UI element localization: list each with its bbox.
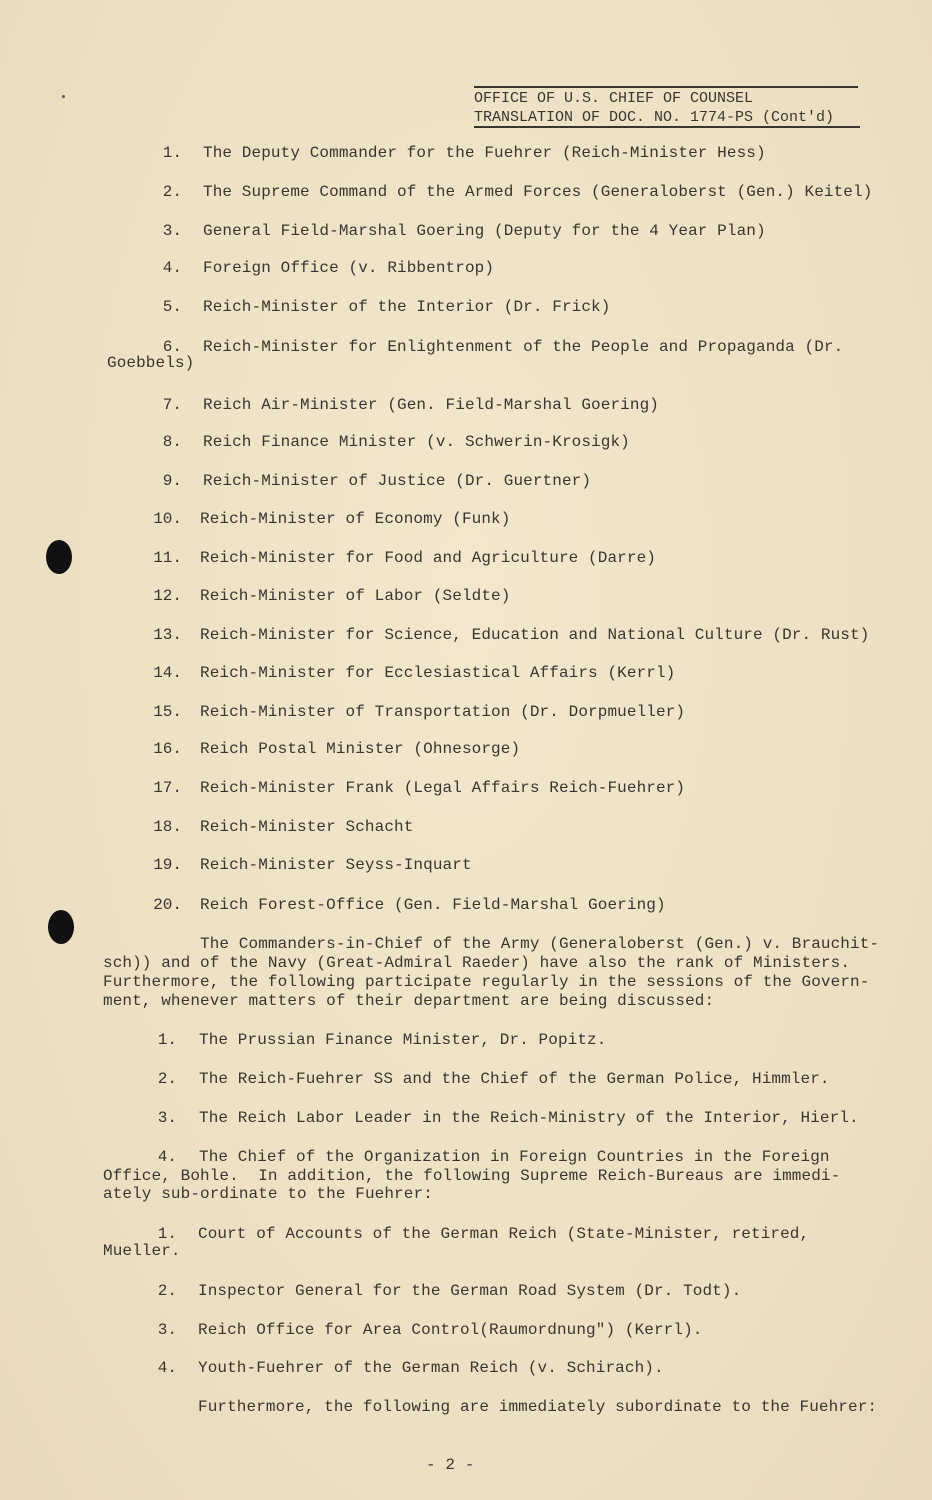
list-item-number: 14. [153, 664, 182, 682]
participant-text: The Prussian Finance Minister, Dr. Popitz. [199, 1031, 607, 1049]
speck [62, 95, 65, 98]
list-item-text: Reich-Minister of Economy (Funk) [200, 510, 511, 528]
list-item-number: 20. [153, 896, 182, 914]
list-item-text: Reich-Minister Schacht [200, 818, 414, 836]
list-item-number: 2. [162, 183, 182, 201]
list-item-text: Reich-Minister Seyss-Inquart [200, 856, 472, 874]
list-item-number: 3. [162, 222, 182, 240]
list-item-number: 19. [153, 856, 182, 874]
list-item-number: 17. [153, 779, 182, 797]
list-item-number: 18. [153, 818, 182, 836]
participant-text: The Chief of the Organization in Foreign Countries in the Foreign [199, 1148, 830, 1166]
list-item-text: Reich Postal Minister (Ohnesorge) [200, 740, 521, 758]
bureau-number: 1. [157, 1225, 177, 1243]
list-item-text: Reich Air-Minister (Gen. Field-Marshal Goering) [203, 396, 659, 414]
list-item-text: Reich-Minister for Food and Agriculture (Darre) [200, 549, 656, 567]
punch-hole [48, 910, 74, 944]
header-top-rule [474, 86, 858, 88]
closing-line: Furthermore, the following are immediately subordinate to the Fuehrer: [198, 1398, 878, 1416]
paragraph-line: The Commanders-in-Chief of the Army (Generaloberst (Gen.) v. Brauchit- [200, 935, 880, 953]
list-item-text: Reich-Minister for Enlightenment of the People and Propaganda (Dr. [203, 338, 844, 356]
list-item-text: Reich-Minister for Ecclesiastical Affairs (Kerrl) [200, 664, 676, 682]
list-item-number: 1. [162, 144, 182, 162]
punch-hole [46, 540, 72, 574]
list-item-text: General Field-Marshal Goering (Deputy for the 4 Year Plan) [203, 222, 766, 240]
list-item-text: The Supreme Command of the Armed Forces (Generaloberst (Gen.) Keitel) [203, 183, 873, 201]
participant-number: 2. [157, 1070, 177, 1088]
list-item-number: 9. [162, 472, 182, 490]
paragraph-line: Furthermore, the following participate regularly in the sessions of the Govern- [103, 973, 870, 991]
paragraph-line: sch)) and of the Navy (Great-Admiral Raeder) have also the rank of Ministers. [103, 954, 851, 972]
list-item-text: Reich-Minister of Transportation (Dr. Dorpmueller) [200, 703, 686, 721]
participant-number: 4. [157, 1148, 177, 1166]
list-item-text: Reich-Minister of Labor (Seldte) [200, 587, 511, 605]
paragraph-line: ment, whenever matters of their department are being discussed: [103, 992, 715, 1010]
list-item-continuation: Goebbels) [107, 354, 195, 372]
list-item-number: 6. [162, 338, 182, 356]
participant-text: Office, Bohle. In addition, the following Supreme Reich-Bureaus are immedi- [103, 1166, 841, 1185]
list-item-number: 15. [153, 703, 182, 721]
list-item-number: 16. [153, 740, 182, 758]
list-item-text: Reich-Minister Frank (Legal Affairs Reich-Fuehrer) [200, 779, 686, 797]
list-item-text: Reich Finance Minister (v. Schwerin-Krosigk) [203, 433, 630, 451]
participant-text: The Reich-Fuehrer SS and the Chief of the German Police, Himmler. [199, 1070, 830, 1088]
list-item-number: 10. [153, 510, 182, 528]
bureau-text: Court of Accounts of the German Reich (State-Minister, retired, [198, 1225, 810, 1243]
bureau-text: Mueller. [103, 1242, 181, 1260]
participant-text: ately sub-ordinate to the Fuehrer: [103, 1185, 433, 1203]
list-item-text: The Deputy Commander for the Fuehrer (Reich-Minister Hess) [203, 144, 766, 162]
bureau-text: Reich Office for Area Control(Raumordnung") (Kerrl). [198, 1321, 703, 1339]
bureau-text: Inspector General for the German Road System (Dr. Todt). [198, 1282, 742, 1300]
header-office: OFFICE OF U.S. CHIEF OF COUNSEL [474, 90, 754, 107]
list-item-number: 4. [162, 259, 182, 277]
page-number: - 2 - [426, 1456, 475, 1474]
bureau-number: 3. [157, 1321, 177, 1339]
bureau-text: Youth-Fuehrer of the German Reich (v. Schirach). [198, 1359, 664, 1377]
participant-number: 3. [157, 1109, 177, 1127]
list-item-text: Reich-Minister of the Interior (Dr. Frick) [203, 298, 611, 316]
list-item-number: 13. [153, 626, 182, 644]
list-item-text: Foreign Office (v. Ribbentrop) [203, 259, 495, 277]
list-item-number: 12. [153, 587, 182, 605]
list-item-number: 8. [162, 433, 182, 451]
participant-number: 1. [157, 1031, 177, 1049]
list-item-number: 11. [153, 549, 182, 567]
list-item-number: 5. [162, 298, 182, 316]
header-bottom-rule [474, 126, 860, 128]
participant-text: The Reich Labor Leader in the Reich-Ministry of the Interior, Hierl. [199, 1109, 859, 1127]
list-item-text: Reich Forest-Office (Gen. Field-Marshal Goering) [200, 896, 666, 914]
header-translation: TRANSLATION OF DOC. NO. 1774-PS (Cont'd) [474, 109, 835, 126]
list-item-text: Reich-Minister for Science, Education and National Culture (Dr. Rust) [200, 626, 870, 644]
bureau-number: 4. [157, 1359, 177, 1377]
list-item-number: 7. [162, 396, 182, 414]
list-item-text: Reich-Minister of Justice (Dr. Guertner) [203, 472, 592, 490]
bureau-number: 2. [157, 1282, 177, 1300]
